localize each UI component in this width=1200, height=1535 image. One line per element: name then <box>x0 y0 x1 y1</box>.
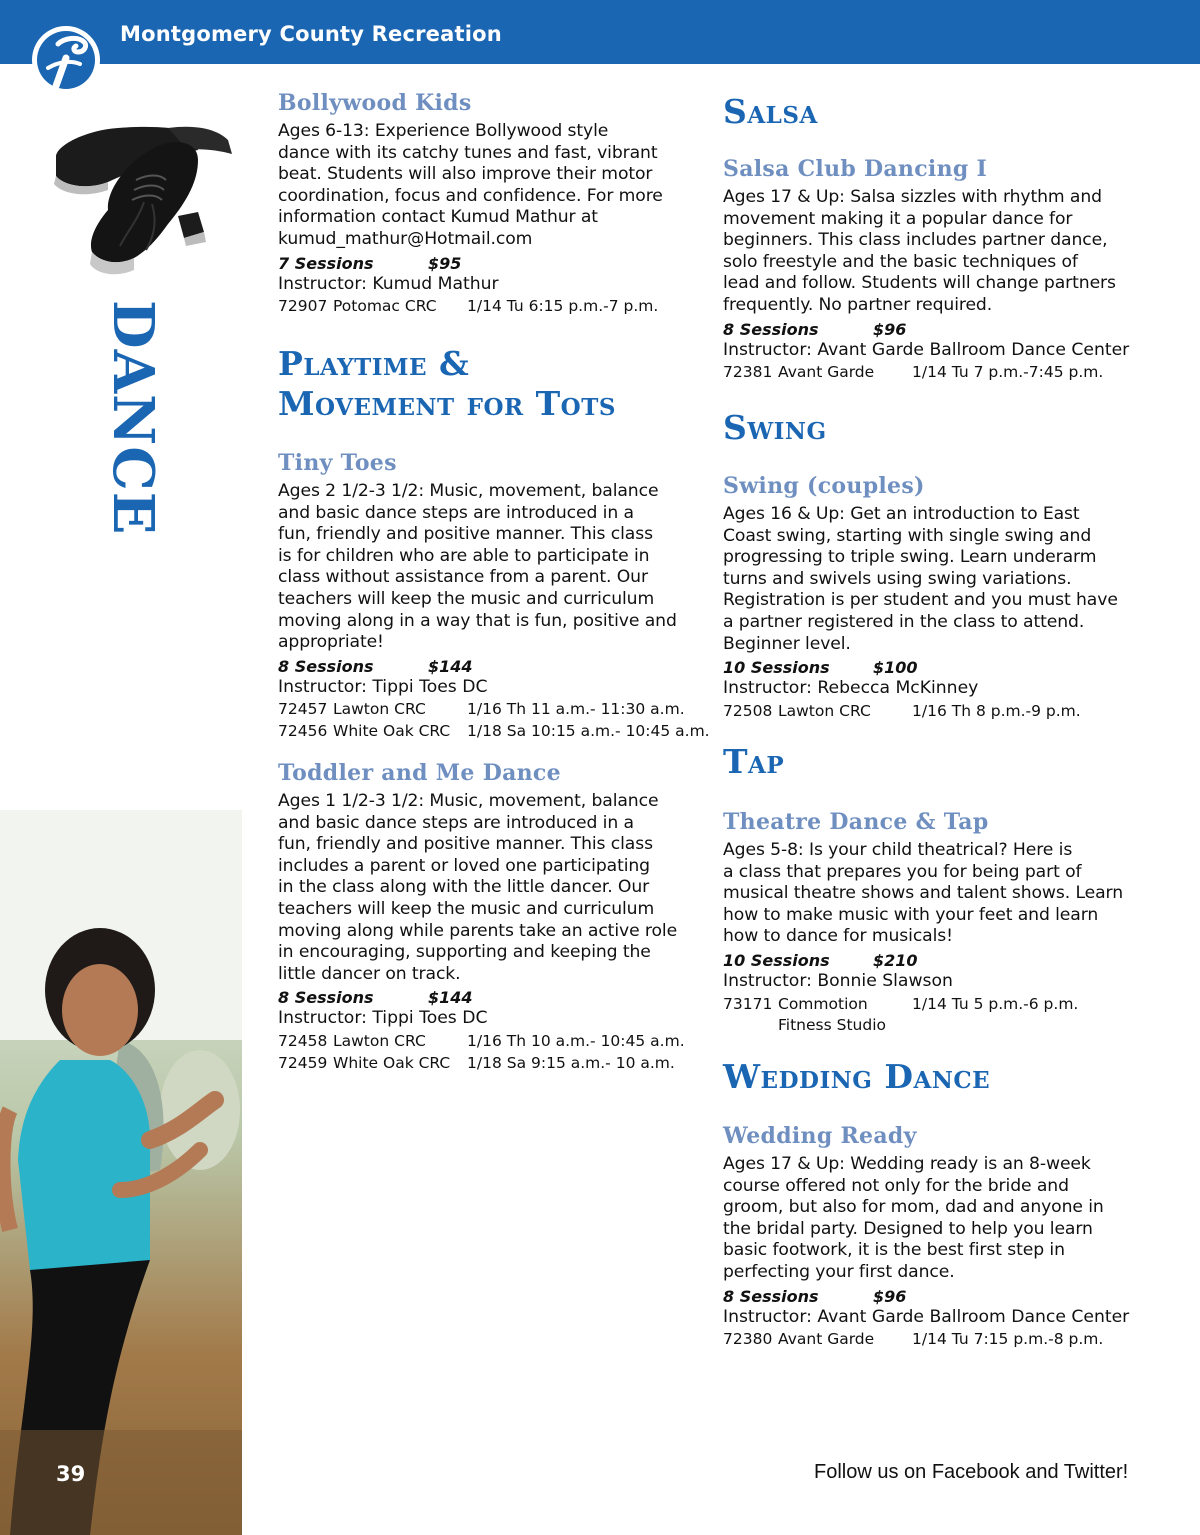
course-time: 1/16 Th 10 a.m.- 10:45 a.m. <box>467 1031 685 1050</box>
instructor: Instructor: Avant Garde Ballroom Dance Center <box>723 1306 1130 1327</box>
sessions-count: 8 Sessions <box>723 319 819 339</box>
section-title: Tap <box>723 742 785 781</box>
schedule-row <box>278 1052 688 1074</box>
section-playtime <box>278 344 688 424</box>
course-salsa-club <box>723 155 1153 383</box>
course-tiny-toes <box>278 449 710 742</box>
course-description: Ages 1 1/2-3 1/2: Music, movement, balance and basic dance steps are introduced in a fun, friendly and positive manner. This class includes a parent or loved one participating in the class along with the little dancer. Our teachers will keep the music and curriculum moving along while parents take an active role in encouraging, supporting and keeping the little dancer on track. <box>278 791 678 984</box>
course-swing-couples <box>723 472 1153 722</box>
sessions-row <box>723 1286 1153 1307</box>
instructor: Instructor: Kumud Mathur <box>278 273 499 294</box>
dancer-photo <box>0 810 242 1535</box>
course-price: $210 <box>873 950 918 970</box>
instructor: Instructor: Avant Garde Ballroom Dance Center <box>723 339 1130 360</box>
course-code: 73171 <box>723 994 773 1013</box>
course-price: $95 <box>428 253 462 273</box>
course-time: 1/18 Sa 9:15 a.m.- 10 a.m. <box>467 1053 675 1072</box>
header-bar <box>0 0 1200 64</box>
course-time: 1/16 Th 8 p.m.-9 p.m. <box>912 701 1081 720</box>
course-title: Toddler and Me Dance <box>278 760 561 786</box>
course-wedding-ready <box>723 1122 1153 1350</box>
sessions-row <box>723 657 1153 678</box>
instructor: Instructor: Bonnie Slawson <box>723 970 953 991</box>
sessions-count: 8 Sessions <box>723 1286 819 1306</box>
course-title: Wedding Ready <box>723 1123 917 1149</box>
section-tap <box>723 742 1153 782</box>
course-code: 72457 <box>278 700 328 719</box>
instructor: Instructor: Tippi Toes DC <box>278 1008 488 1029</box>
section-title-line2: Movement for Tots <box>278 384 616 423</box>
course-location: Lawton CRC <box>333 1031 426 1050</box>
schedule-row <box>723 700 1153 722</box>
social-footer: Follow us on Facebook and Twitter! <box>814 1461 1129 1483</box>
section-title: Swing <box>723 408 827 447</box>
sessions-count: 8 Sessions <box>278 656 374 676</box>
course-theatre-dance-tap <box>723 808 1153 1035</box>
schedule-row <box>723 993 1153 1015</box>
course-location: Lawton CRC <box>333 700 426 719</box>
schedule-row <box>278 720 710 742</box>
instructor: Instructor: Rebecca McKinney <box>723 678 979 699</box>
course-description: Ages 17 & Up: Wedding ready is an 8-week course offered not only for the bride and groom, but also for mom, dad and anyone in the bridal party. Designed to help you learn basic footwork, it is the best first step in perfecting your first dance. <box>723 1154 1104 1282</box>
course-description: Ages 16 & Up: Get an introduction to East Coast swing, starting with single swing and progressing to triple swing. Learn underarm turns and swivels using swing variations. Registration is per student and you must have a partner registered in the class to attend. Beginner level. <box>723 504 1118 654</box>
course-time: 1/14 Tu 7 p.m.-7:45 p.m. <box>912 363 1104 382</box>
section-title: Salsa <box>723 92 818 131</box>
course-time: 1/14 Tu 7:15 p.m.-8 p.m. <box>912 1330 1104 1349</box>
course-location: Avant Garde <box>778 1330 875 1349</box>
section-salsa <box>723 92 1153 132</box>
schedule-row <box>723 361 1153 383</box>
course-code: 72456 <box>278 722 328 741</box>
tap-shoe-icon <box>48 120 248 290</box>
course-location: Commotion <box>778 994 868 1013</box>
course-location-line2: Fitness Studio <box>778 1015 886 1034</box>
course-title: Swing (couples) <box>723 473 925 499</box>
course-location: Avant Garde <box>778 363 875 382</box>
course-title: Tiny Toes <box>278 450 397 476</box>
section-wedding-dance <box>723 1057 1153 1097</box>
sessions-count: 10 Sessions <box>723 950 830 970</box>
section-title-line1: Playtime & <box>278 344 470 383</box>
course-code: 72458 <box>278 1031 328 1050</box>
course-description: Ages 5-8: Is your child theatrical? Here is a class that prepares you for being part of musical theatre shows and talent shows. Learn how to make music with your feet and learn how to dance for musicals! <box>723 840 1123 947</box>
sessions-count: 10 Sessions <box>723 658 830 678</box>
course-title: Salsa Club Dancing I <box>723 156 988 182</box>
course-time: 1/14 Tu 6:15 p.m.-7 p.m. <box>467 297 659 316</box>
course-location: White Oak CRC <box>333 722 451 741</box>
sessions-row <box>723 319 1153 340</box>
course-code: 72381 <box>723 363 773 382</box>
course-description: Ages 2 1/2-3 1/2: Music, movement, balance and basic dance steps are introduced in a fun, friendly and positive manner. This class is for children who are able to participate in class without assistance from a parent. Our teachers will keep the music and curriculum moving along in a way that is fun, positive and appropriate! <box>278 481 677 653</box>
course-description: Ages 6-13: Experience Bollywood style dance with its catchy tunes and fast, vibrant beat. Students will also improve their motor coordination, focus and confidence. For more information contact Kumud Mathur at kumud_mathur@Hotmail.com <box>278 121 663 249</box>
schedule-row <box>278 295 688 317</box>
course-toddler-and-me <box>278 759 688 1074</box>
course-price: $96 <box>873 1286 907 1306</box>
course-location: Potomac CRC <box>333 297 437 316</box>
sessions-row <box>723 950 1153 971</box>
course-time: 1/16 Th 11 a.m.- 11:30 a.m. <box>467 700 685 719</box>
sessions-row <box>278 656 688 677</box>
section-title <box>278 344 688 424</box>
sessions-row <box>278 987 688 1008</box>
sessions-row <box>278 253 688 274</box>
course-title: Theatre Dance & Tap <box>723 809 989 835</box>
course-bollywood-kids <box>278 89 688 317</box>
course-description: Ages 17 & Up: Salsa sizzles with rhythm and movement making it a popular dance for beginners. This class includes partner dance, solo freestyle and the basic techniques of lead and follow. Students will change partners frequently. No partner required. <box>723 187 1116 315</box>
schedule-row <box>723 1328 1153 1350</box>
category-label <box>100 300 172 536</box>
course-code: 72508 <box>723 701 773 720</box>
schedule-row <box>278 698 688 720</box>
page-number: 39 <box>56 1462 86 1486</box>
course-location: White Oak CRC <box>333 1053 451 1072</box>
course-code: 72907 <box>278 297 328 316</box>
section-title: Wedding Dance <box>723 1057 991 1096</box>
course-title: Bollywood Kids <box>278 90 472 116</box>
course-code: 72380 <box>723 1330 773 1349</box>
recreation-logo-icon <box>28 18 104 102</box>
sessions-count: 7 Sessions <box>278 253 374 273</box>
sessions-count: 8 Sessions <box>278 988 374 1008</box>
course-location: Lawton CRC <box>778 701 871 720</box>
course-price: $144 <box>428 656 473 676</box>
category-text: DANCE <box>100 300 166 536</box>
course-code: 72459 <box>278 1053 328 1072</box>
course-time: 1/14 Tu 5 p.m.-6 p.m. <box>912 994 1079 1013</box>
course-price: $96 <box>873 319 907 339</box>
course-price: $144 <box>428 988 473 1008</box>
schedule-row <box>278 1030 688 1052</box>
header-title: Montgomery County Recreation <box>120 22 502 46</box>
course-price: $100 <box>873 658 918 678</box>
section-swing <box>723 408 1153 448</box>
instructor: Instructor: Tippi Toes DC <box>278 676 488 697</box>
course-time: 1/18 Sa 10:15 a.m.- 10:45 a.m. <box>467 722 710 741</box>
